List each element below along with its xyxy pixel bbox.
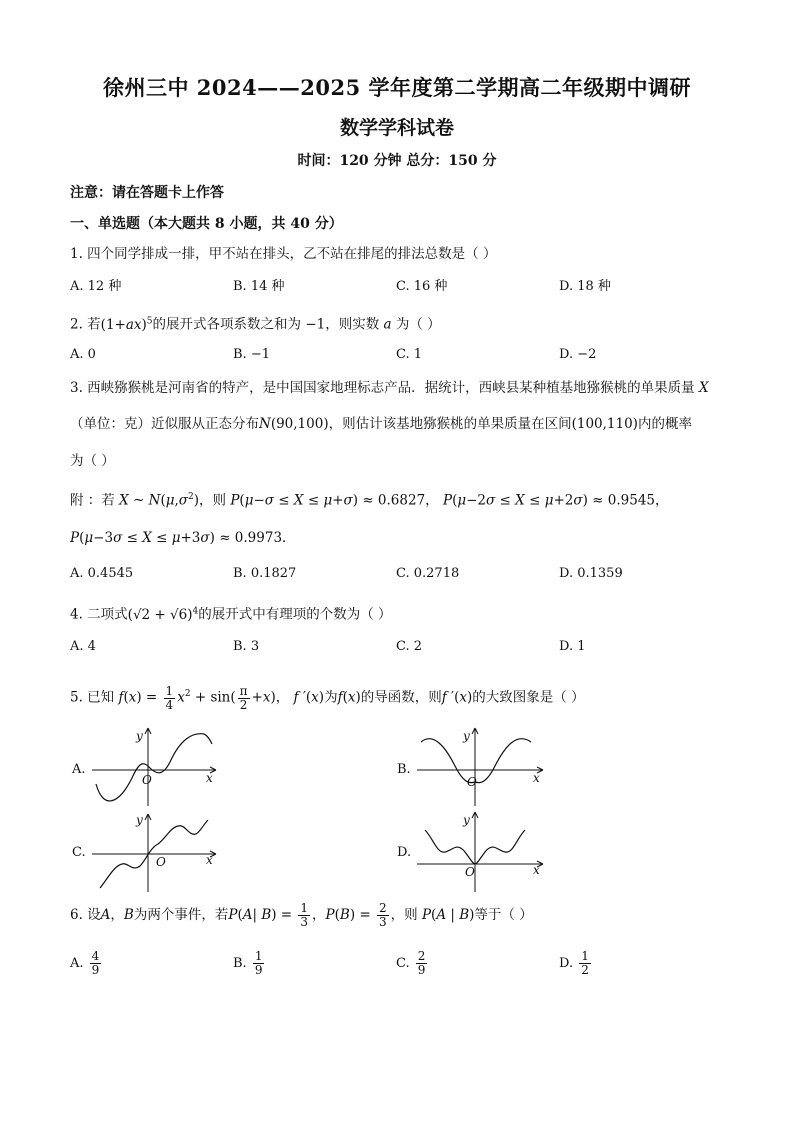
svg-text:x: x bbox=[206, 771, 213, 785]
option-c: C. 0.2718 bbox=[396, 566, 460, 581]
option-c: C. $\frac{2}{9}$ bbox=[396, 949, 426, 977]
question-4-options bbox=[70, 639, 750, 661]
option-c: C. 16 种 bbox=[396, 279, 448, 294]
option-c: C. 2 bbox=[396, 639, 423, 654]
question-5: 5. 已知 f(x) = $\frac{1}{4}$ $x^2 + \sin$( $\frac{\pi}{2}$ +x)， f ′(x)为f(x)的导函数，则f ′(x)的大致图象是（ ） bbox=[70, 683, 585, 712]
exam-time-info: 时间：120 分钟 总分：150 分 bbox=[297, 153, 497, 169]
question-2-options bbox=[70, 347, 750, 369]
graph-d bbox=[413, 808, 553, 894]
question-3-options bbox=[70, 566, 750, 588]
svg-text:O: O bbox=[142, 773, 152, 787]
svg-text:y: y bbox=[136, 813, 143, 827]
option-a: A. 4 bbox=[70, 639, 96, 654]
graph-c bbox=[88, 808, 228, 894]
question-3-line-1: 3. 西峡猕猴桃是河南省的特产，是中国国家地理标志产品．据统计，西峡县某种植基地猕猴桃的单果质量 X bbox=[70, 380, 709, 396]
exam-title: 徐州三中 2024——2025 学年度第二学期高二年级期中调研 bbox=[102, 75, 691, 100]
graph-c-label: C. bbox=[72, 845, 86, 860]
exam-note: 注意：请在答题卡上作答 bbox=[70, 185, 224, 201]
graph-b-label: B. bbox=[397, 762, 411, 777]
question-6: 6. 设A，B为两个事件，若P(A| B) = $\frac{1}{3}$ ，P(B) = $\frac{2}{3}$ ，则 P(A | B)等于（ ） bbox=[70, 901, 533, 929]
svg-text:y: y bbox=[463, 813, 470, 827]
option-a: A. $\frac{4}{9}$ bbox=[70, 949, 100, 977]
graph-a-label: A. bbox=[72, 762, 86, 777]
option-d: D. 18 种 bbox=[559, 279, 611, 294]
option-b: B. 14 种 bbox=[233, 279, 285, 294]
question-2: 2. 若$(1+ax)^5$的展开式各项系数之和为 −1，则实数 a 为（ ） bbox=[70, 316, 441, 333]
section-heading: 一、单选题（本大题共 8 小题，共 40 分） bbox=[70, 216, 343, 232]
svg-text:O: O bbox=[156, 855, 166, 869]
graph-d-label: D. bbox=[397, 845, 412, 860]
graph-a bbox=[88, 722, 228, 808]
svg-text:x: x bbox=[533, 863, 540, 877]
formula-radical: $(√2 + √6)^4$ bbox=[127, 606, 199, 623]
option-b: B. 3 bbox=[233, 639, 260, 654]
option-d: D. 1 bbox=[559, 639, 586, 654]
option-d: D. 0.1359 bbox=[559, 566, 623, 581]
graph-b bbox=[413, 722, 553, 808]
option-a: A. 0 bbox=[70, 347, 96, 362]
exam-subtitle: 数学学科试卷 bbox=[339, 117, 454, 139]
option-d: D. −2 bbox=[559, 347, 597, 362]
question-3-line-4: 附 ：若 X ~ $N(\mu,\sigma^2)$，则 P(μ−σ ≤ X ≤ μ+σ) ≈ 0.6827， P(μ−2σ ≤ X ≤ μ+2σ) ≈ 0.9545， bbox=[70, 492, 669, 509]
question-4: 4. 二项式$(√2 + √6)^4$的展开式中有理项的个数为（ ） bbox=[70, 606, 392, 623]
option-c: C. 1 bbox=[396, 347, 423, 362]
option-b: B. $\frac{1}{9}$ bbox=[233, 949, 263, 977]
svg-text:O: O bbox=[467, 775, 477, 789]
svg-text:x: x bbox=[206, 853, 213, 867]
option-a: A. 12 种 bbox=[70, 279, 122, 294]
question-3-line-3: 为（ ） bbox=[70, 453, 115, 469]
option-b: B. −1 bbox=[233, 347, 270, 362]
question-3-line-5: P(μ−3σ ≤ X ≤ μ+3σ) ≈ 0.9973． bbox=[70, 530, 296, 546]
option-a: A. 0.4545 bbox=[70, 566, 134, 581]
question-3-line-2: （单位：克）近似服从正态分布N(90,100)，则估计该基地猕猴桃的单果质量在区间(100,110)内的概率 bbox=[70, 416, 692, 432]
question-1-options bbox=[70, 275, 750, 297]
formula-binomial: $(1+ax)^5$ bbox=[100, 316, 153, 333]
option-d: D. $\frac{1}{2}$ bbox=[559, 949, 589, 977]
svg-text:O: O bbox=[465, 865, 475, 879]
question-1: 1. 四个同学排成一排，甲不站在排头，乙不站在排尾的排法总数是（ ） bbox=[70, 246, 497, 262]
svg-text:x: x bbox=[533, 771, 540, 785]
svg-text:y: y bbox=[136, 729, 143, 743]
svg-text:y: y bbox=[463, 729, 470, 743]
option-b: B. 0.1827 bbox=[233, 566, 297, 581]
question-6-options bbox=[70, 950, 750, 990]
